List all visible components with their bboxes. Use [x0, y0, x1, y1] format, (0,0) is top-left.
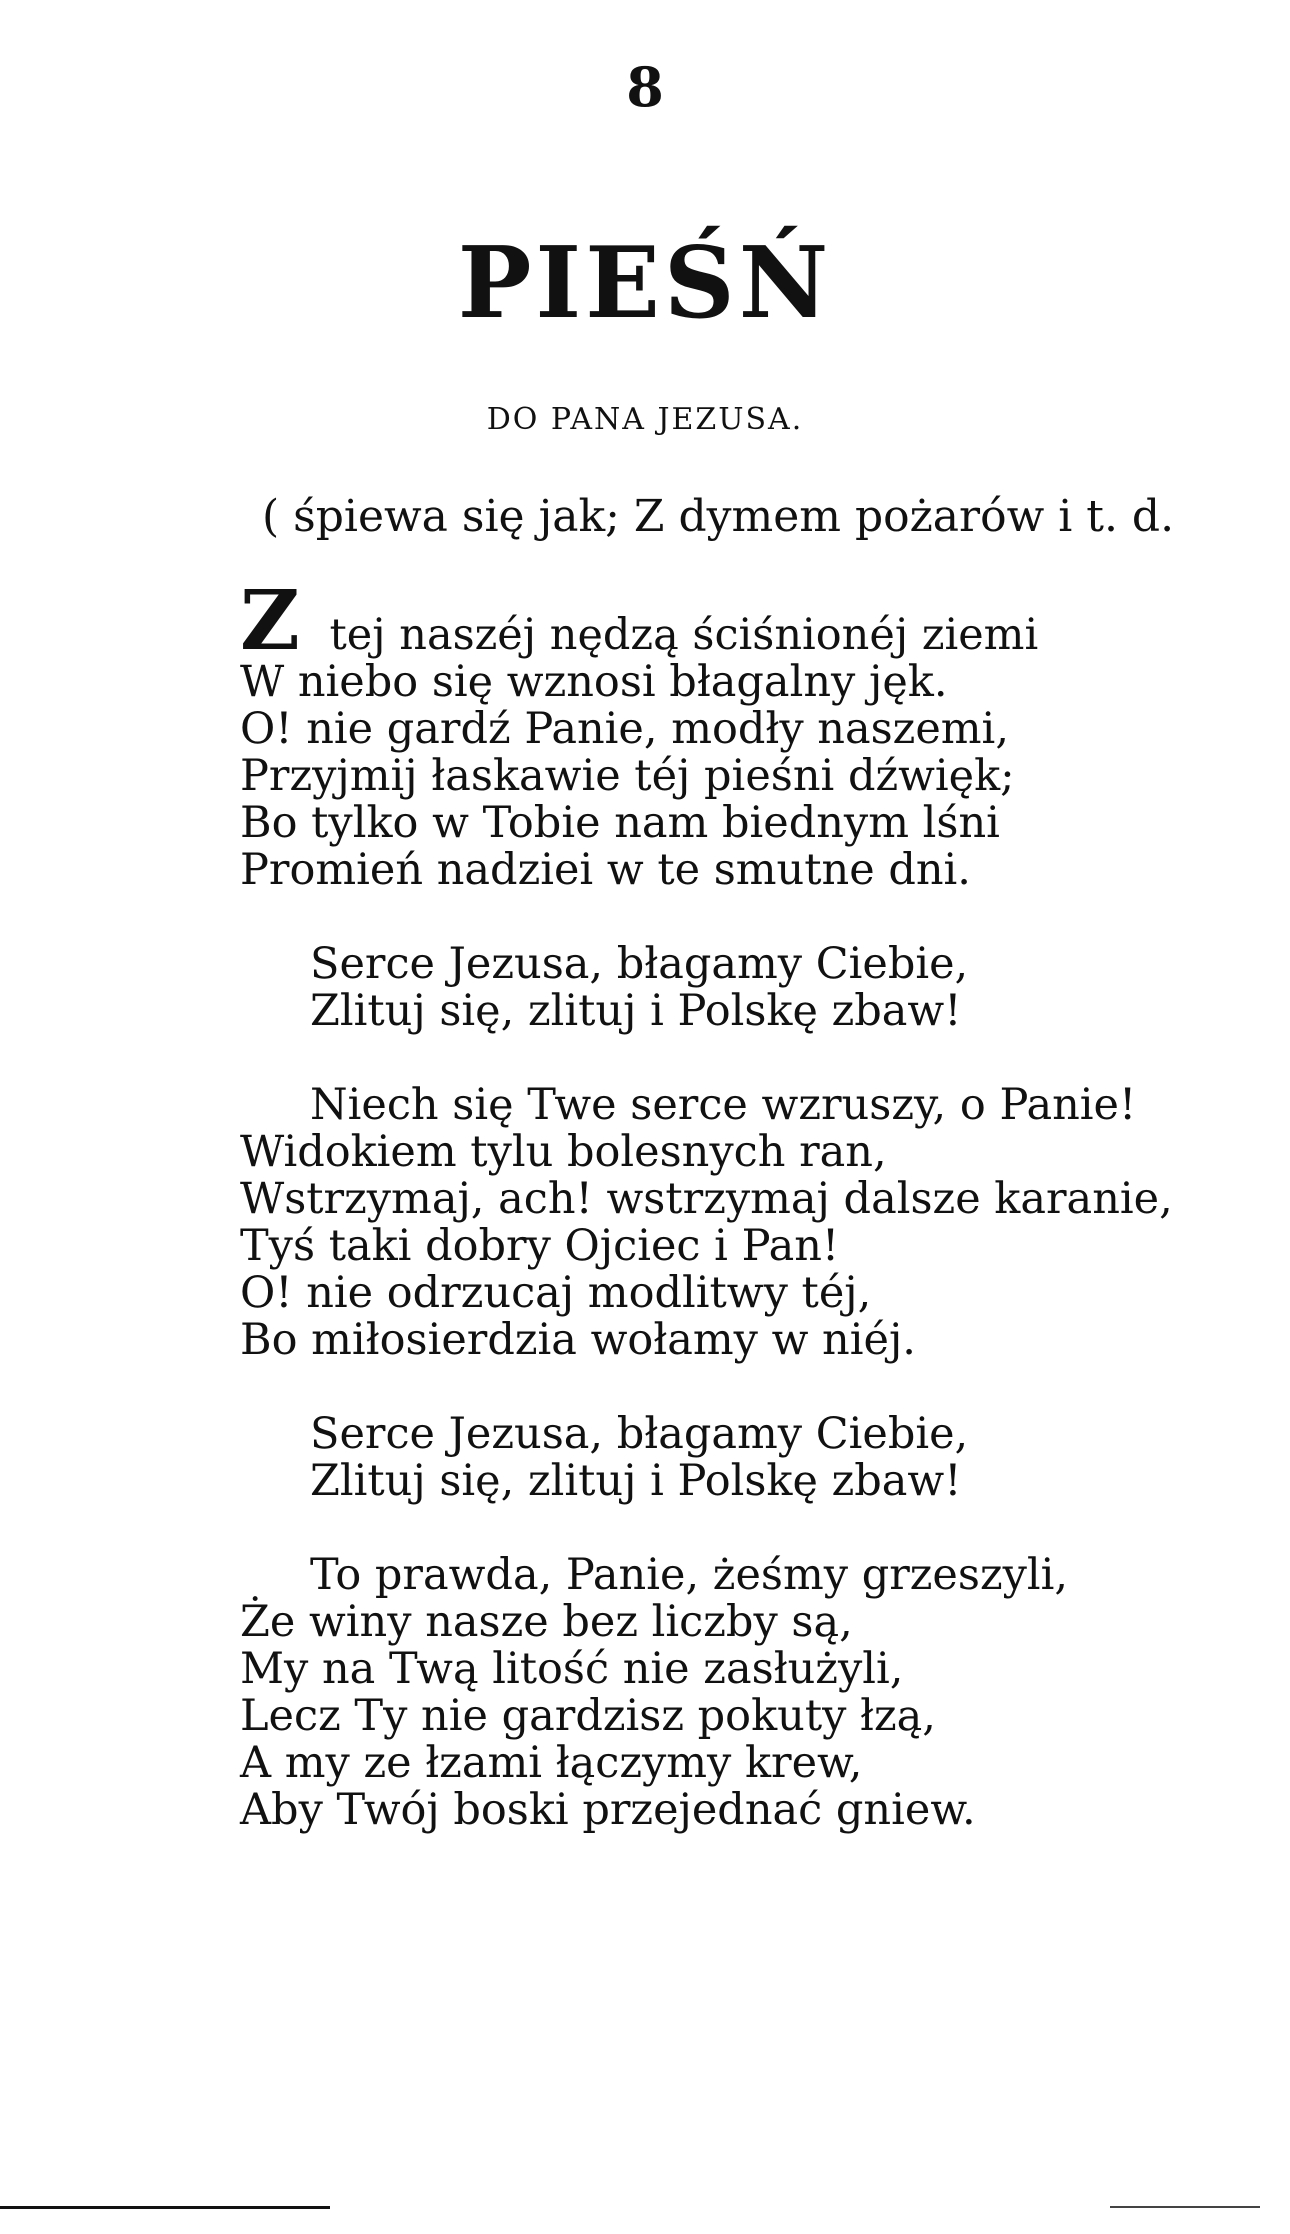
refrain-line: Zlituj się, zlituj i Polskę zbaw! — [310, 986, 962, 1036]
verse-line: Lecz Ty nie gardzisz pokuty łzą, — [240, 1691, 936, 1741]
stanza-1 — [240, 573, 1240, 895]
stanza-2 — [240, 1082, 1240, 1364]
verse-line — [240, 573, 1240, 669]
verse-line: A my ze łzami łączymy krew, — [240, 1738, 863, 1788]
verse-line: W niebo się wznosi błagalny jęk. — [240, 657, 948, 707]
verse-line: Tyś taki dobry Ojciec i Pan! — [240, 1221, 840, 1271]
refrain-line: Zlituj się, zlituj i Polskę zbaw! — [310, 1456, 962, 1506]
refrain-1 — [240, 941, 1240, 1035]
footer-rule — [0, 2206, 330, 2209]
refrain-2 — [240, 1411, 1240, 1505]
verse-line: To prawda, Panie, żeśmy grzeszyli, — [310, 1550, 1069, 1600]
verse-line: Promień nadziei w te smutne dni. — [240, 845, 971, 895]
poem-body — [240, 573, 1240, 1835]
verse-line: My na Twą litość nie zasłużyli, — [240, 1644, 904, 1694]
verse-line: O! nie gardź Panie, modły naszemi, — [240, 704, 1009, 754]
page-subtitle: DO PANA JEZUSA. — [486, 402, 804, 437]
verse-line: O! nie odrzucaj modlitwy téj, — [240, 1268, 872, 1318]
refrain-line: Serce Jezusa, błagamy Ciebie, — [310, 1409, 969, 1459]
verse-line-text: tej naszéj nędzą ściśnionéj ziemi — [315, 610, 1039, 660]
verse-line: Bo tylko w Tobie nam biednym lśni — [240, 798, 1000, 848]
verse-line: Przyjmij łaskawie téj pieśni dźwięk; — [240, 751, 1015, 801]
verse-line: Aby Twój boski przejednać gniew. — [240, 1785, 976, 1835]
verse-line: Bo miłosierdzia wołamy w niéj. — [240, 1315, 916, 1365]
drop-cap: Z — [240, 573, 300, 669]
verse-line: Że winy nasze bez liczby są, — [240, 1597, 853, 1647]
tune-note: ( śpiewa się jak; Z dymem pożarów i t. d. — [262, 491, 1175, 542]
page-title: PIEŚŃ — [457, 226, 833, 341]
verse-line: Widokiem tylu bolesnych ran, — [240, 1127, 887, 1177]
footer-rule-right — [1110, 2206, 1260, 2208]
verse-line: Niech się Twe serce wzruszy, o Panie! — [310, 1080, 1137, 1130]
page-number: 8 — [626, 55, 664, 119]
refrain-line: Serce Jezusa, błagamy Ciebie, — [310, 939, 969, 989]
stanza-3 — [240, 1552, 1240, 1834]
verse-line: Wstrzymaj, ach! wstrzymaj dalsze karanie, — [240, 1174, 1173, 1224]
